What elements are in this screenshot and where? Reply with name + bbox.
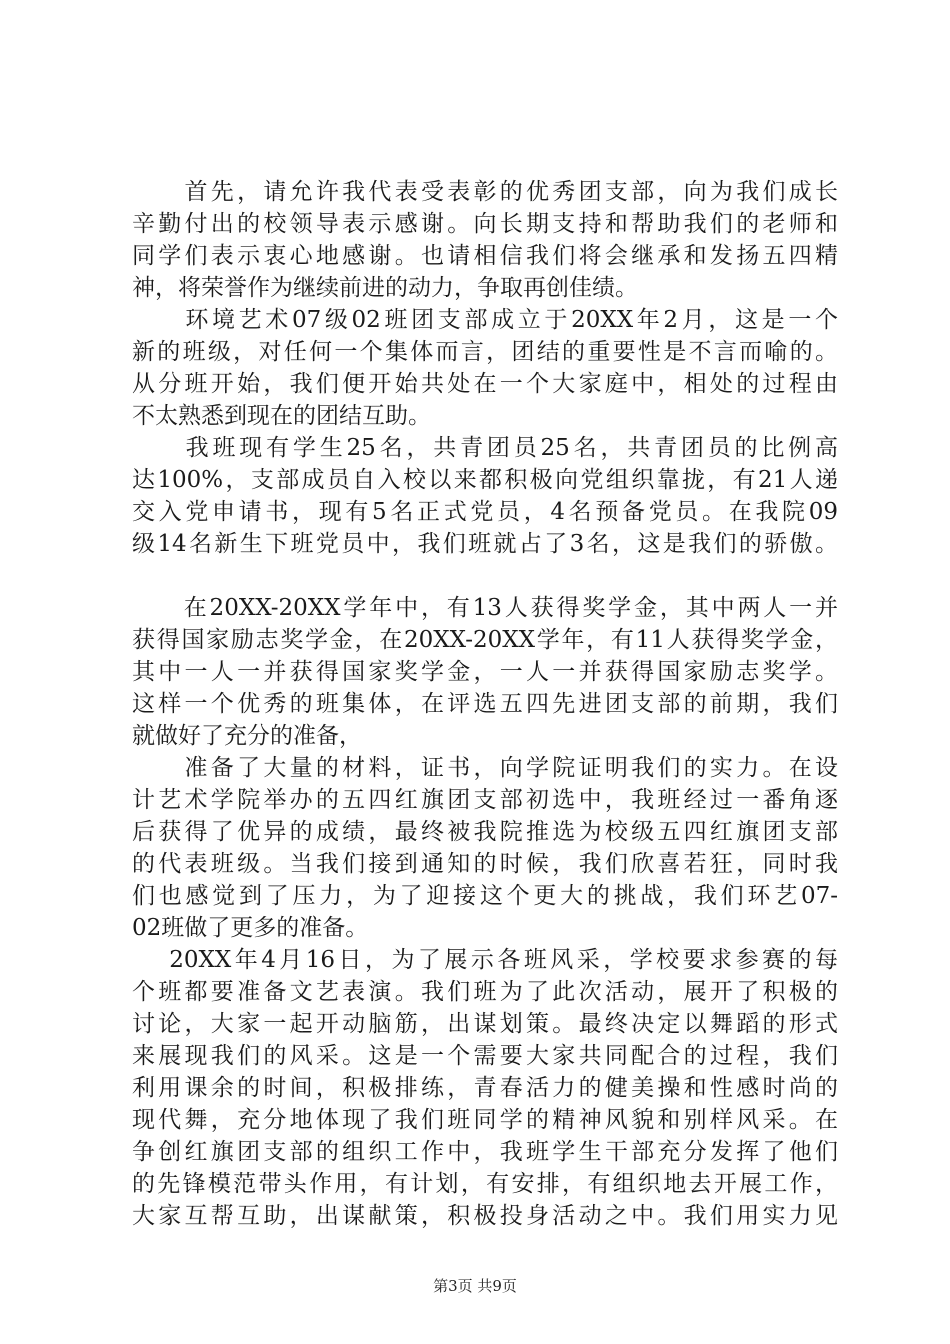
text-line: 的代表班级。当我们接到通知的时候，我们欣喜若狂，同时我 [132, 851, 838, 877]
text-line: 新的班级，对任何一个集体而言，团结的重要性是不言而喻的。 [132, 339, 838, 365]
text-line: 个班都要准备文艺表演。我们班为了此次活动，展开了积极的 [132, 979, 838, 1005]
text-line: 不太熟悉到现在的团结互助。 [132, 403, 431, 429]
text-line: 20XX年4月16日，为了展示各班风采，学校要求参赛的每 [132, 947, 838, 973]
text-line: 从分班开始，我们便开始共处在一个大家庭中，相处的过程由 [132, 371, 838, 397]
text-line: 准备了大量的材料，证书，向学院证明我们的实力。在设 [132, 755, 838, 781]
text-line: 辛勤付出的校领导表示感谢。向长期支持和帮助我们的老师和 [132, 211, 838, 237]
text-line: 获得国家励志奖学金，在20XX-20XX学年，有11人获得奖学金， [132, 627, 838, 653]
text-line: 我班现有学生25名，共青团员25名，共青团员的比例高 [132, 435, 838, 461]
text-line: 其中一人一并获得国家奖学金，一人一并获得国家励志奖学。 [132, 659, 838, 685]
text-line: 就做好了充分的准备， [132, 723, 362, 749]
text-line: 同学们表示衷心地感谢。也请相信我们将会继承和发扬五四精 [132, 243, 838, 269]
text-line: 环境艺术07级02班团支部成立于20XX年2月，这是一个 [132, 307, 838, 333]
text-line: 现代舞，充分地体现了我们班同学的精神风貌和别样风采。在 [132, 1107, 838, 1133]
text-line: 交入党申请书，现有5名正式党员，4名预备党员。在我院09 [132, 499, 838, 525]
text-line: 争创红旗团支部的组织工作中，我班学生干部充分发挥了他们 [132, 1139, 838, 1165]
page-footer [0, 1276, 950, 1296]
text-line: 02班做了更多的准备。 [132, 915, 369, 941]
page-number-indicator: 第3页 共9页 [433, 1277, 517, 1295]
text-line: 级14名新生下班党员中，我们班就占了3名，这是我们的骄傲。 [132, 531, 838, 557]
text-line: 后获得了优异的成绩，最终被我院推选为校级五四红旗团支部 [132, 819, 838, 845]
text-line: 讨论，大家一起开动脑筋，出谋划策。最终决定以舞蹈的形式 [132, 1011, 838, 1037]
text-line: 们也感觉到了压力，为了迎接这个更大的挑战，我们环艺07- [132, 883, 838, 909]
text-line: 利用课余的时间，积极排练，青春活力的健美操和性感时尚的 [132, 1075, 838, 1101]
text-line: 神，将荣誉作为继续前进的动力，争取再创佳绩。 [132, 275, 638, 301]
document-body [132, 176, 838, 1232]
text-line: 的先锋模范带头作用，有计划，有安排，有组织地去开展工作， [132, 1171, 838, 1197]
paragraph-gap [132, 560, 838, 592]
text-line: 大家互帮互助，出谋献策，积极投身活动之中。我们用实力见 [132, 1203, 838, 1229]
text-line: 首先，请允许我代表受表彰的优秀团支部，向为我们成长 [132, 179, 838, 205]
text-line: 这样一个优秀的班集体，在评选五四先进团支部的前期，我们 [132, 691, 838, 717]
text-line: 在20XX-20XX学年中，有13人获得奖学金，其中两人一并 [132, 595, 838, 621]
text-line: 来展现我们的风采。这是一个需要大家共同配合的过程，我们 [132, 1043, 838, 1069]
text-line: 计艺术学院举办的五四红旗团支部初选中，我班经过一番角逐 [132, 787, 838, 813]
text-line: 达100%，支部成员自入校以来都积极向党组织靠拢，有21人递 [132, 467, 838, 493]
